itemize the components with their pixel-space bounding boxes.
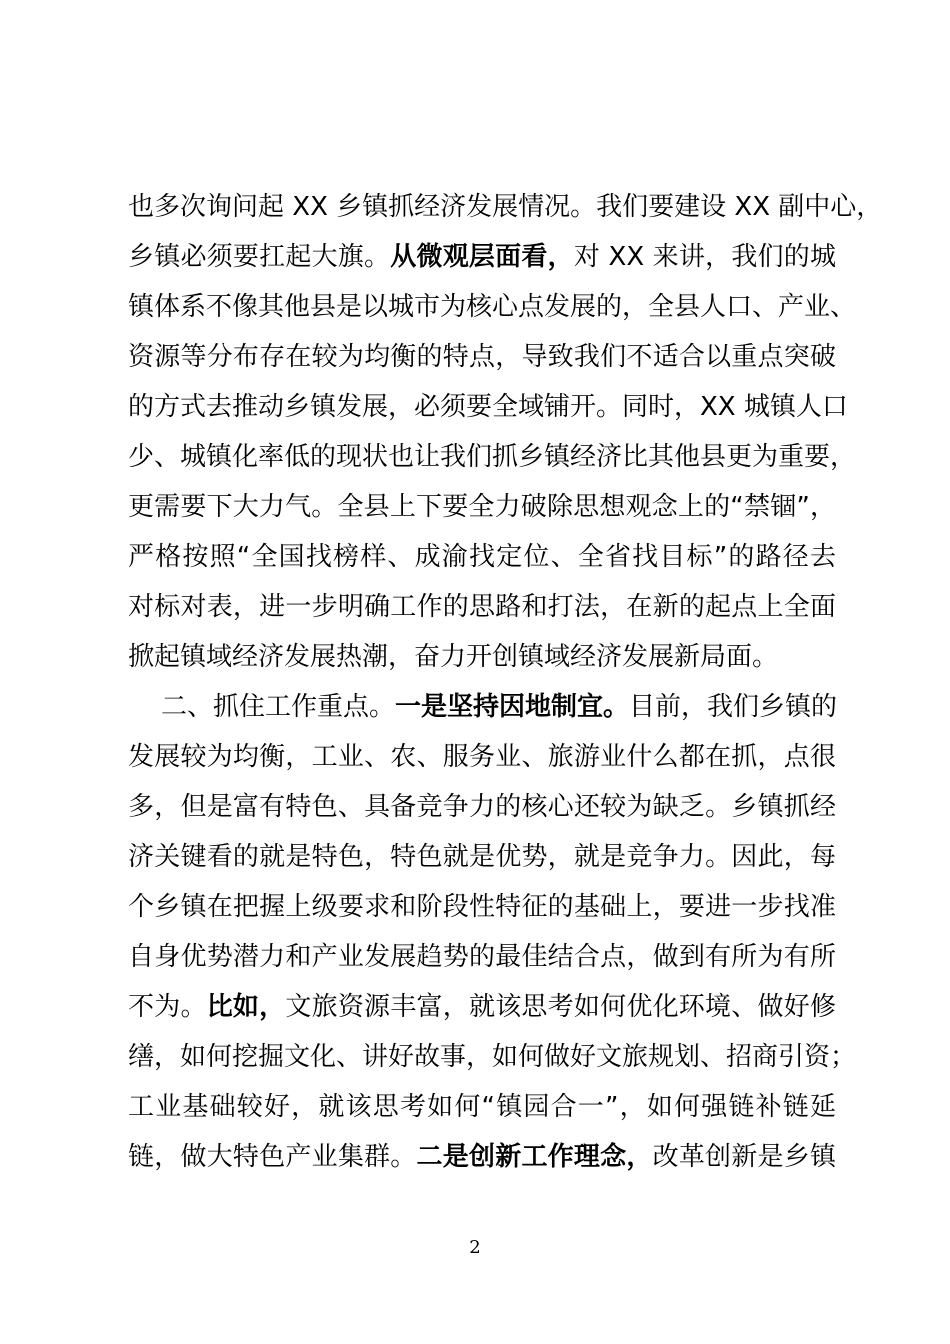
text-line [128,832,836,882]
text-run: 改革创新是乡镇 [652,1142,836,1172]
text-run: 多，但是富有特色、具备竞争力的核心还较为缺乏。乡镇抓经 [128,792,836,822]
text-line [128,332,836,382]
text-run: 目前，我们乡镇的 [629,692,838,722]
text-run: 自身优势潜力和产业发展趋势的最佳结合点，做到有所为有所 [128,942,836,972]
text-run: 二、抓住工作重点。 [161,692,396,722]
text-line [128,432,857,482]
text-line [128,1082,836,1132]
text-run: 掀起镇域经济发展热潮，奋力开创镇域经济发展新局面。 [128,642,779,672]
text-line [128,882,836,932]
text-run: 的方式去推动乡镇发展，必须要全域铺开。同时，XX 城镇人口 [128,392,848,422]
text-run: 更需要下大力气。全县上下要全力破除思想观念上的“禁锢”， [128,492,836,522]
text-run: 镇体系不像其他县是以城市为核心点发展的，全县人口、产业、 [128,292,857,322]
text-run: 发展较为均衡，工业、农、服务业、旅游业什么都在抓，点很 [128,742,836,772]
text-line [128,282,857,332]
text-run: 对 XX 来讲，我们的城 [573,242,836,272]
text-line [128,932,836,982]
page-number: 2 [469,1237,481,1258]
text-run: 乡镇必须要扛起大旗。 [128,242,391,272]
text-run: 少、城镇化率低的现状也让我们抓乡镇经济比其他县更为重要， [128,442,857,472]
text-line [128,532,836,582]
text-line [128,382,848,432]
text-run: 济关键看的就是特色，特色就是优势，就是竞争力。因此，每 [128,842,836,872]
text-line [128,482,836,532]
text-line [128,232,836,282]
text-line [128,682,836,732]
text-run: 资源等分布存在较为均衡的特点，导致我们不适合以重点突破 [128,342,836,372]
text-line [128,1132,836,1182]
text-run: 不为。 [128,992,207,1022]
bold-text-run: 比如， [206,992,286,1022]
bold-text-run: 从微观层面看， [390,242,574,272]
text-run: 文旅资源丰富，就该思考如何优化环境、做好修 [285,992,836,1022]
text-line [128,182,883,232]
text-run: 个乡镇在把握上级要求和阶段性特征的基础上，要进一步找准 [128,892,836,922]
bold-text-run: 二是创新工作理念， [416,1142,653,1172]
text-run: 缮，如何挖掘文化、讲好故事，如何做好文旅规划、招商引资； [128,1042,857,1072]
text-line [128,782,836,832]
text-run: 也多次询问起 XX 乡镇抓经济发展情况。我们要建设 XX 副中心， [128,192,883,222]
text-run: 链，做大特色产业集群。 [128,1142,417,1172]
text-line [128,632,836,682]
text-run: 严格按照“全国找榜样、成渝找定位、全省找目标”的路径去 [128,542,836,572]
bold-text-run: 一是坚持因地制宜。 [395,692,630,722]
text-line [128,732,836,782]
text-line [128,982,836,1032]
text-line [128,582,836,632]
text-run: 工业基础较好，就该思考如何“镇园合一”，如何强链补链延 [128,1092,836,1122]
text-line [128,1032,857,1082]
text-run: 对标对表，进一步明确工作的思路和打法，在新的起点上全面 [128,592,836,622]
body-text [128,182,883,1182]
